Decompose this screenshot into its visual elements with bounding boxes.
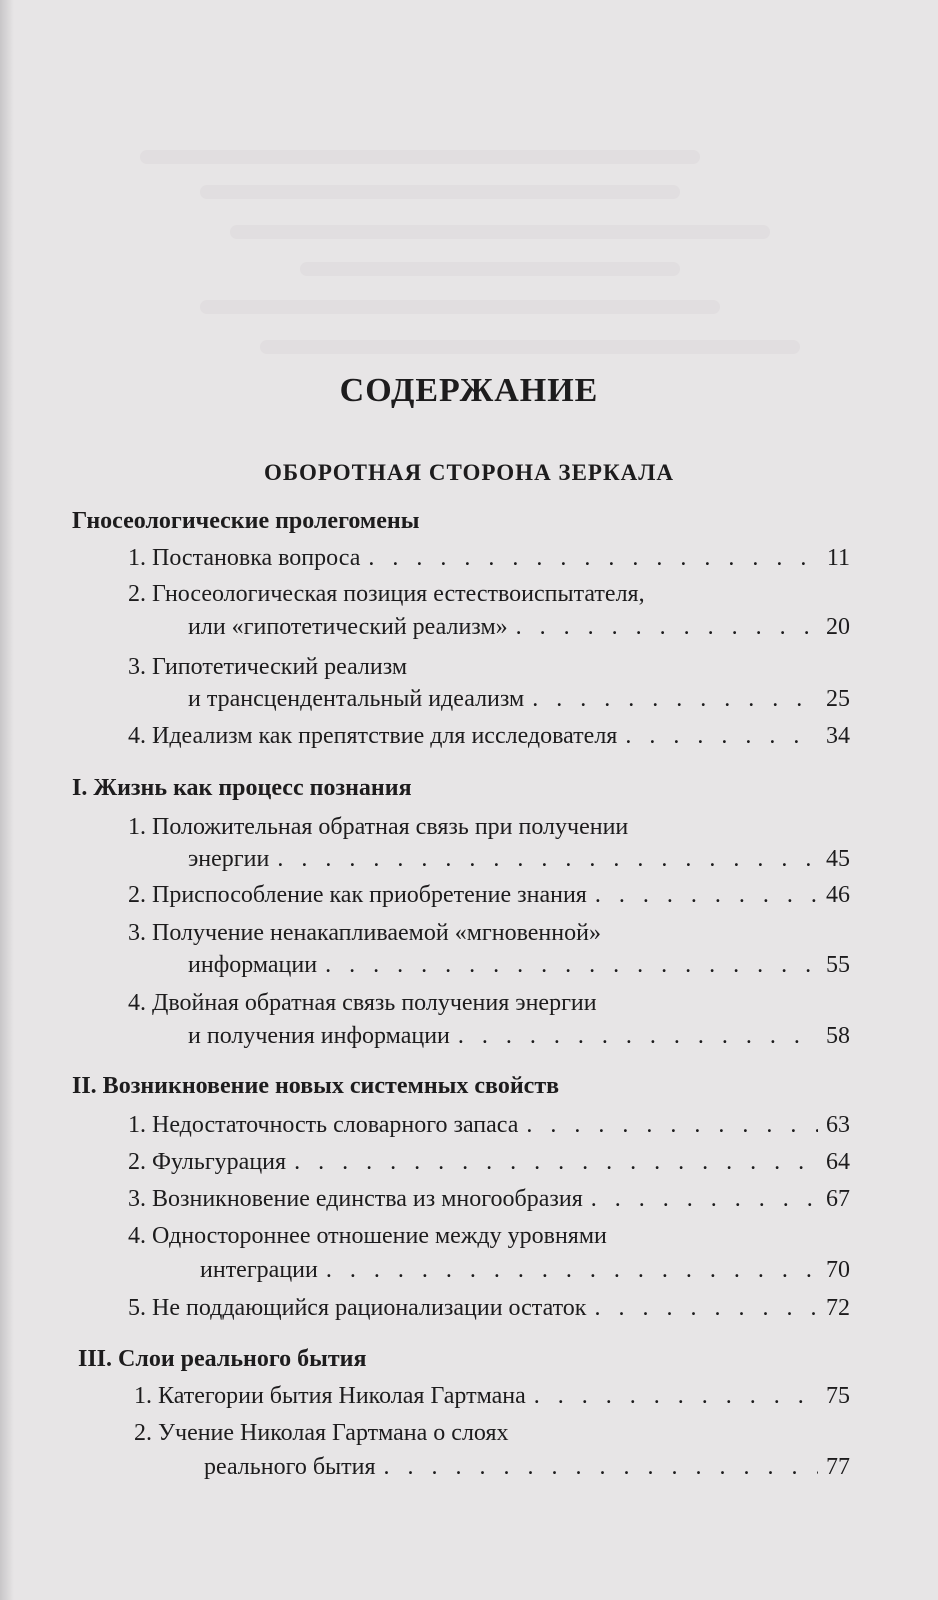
entry-title: 1. Положительная обратная связь при получении bbox=[128, 814, 629, 840]
entry-title: 4. Идеализм как препятствие для исследователя bbox=[128, 723, 618, 749]
toc-entry[interactable] bbox=[128, 880, 850, 910]
page-edge-shadow bbox=[0, 0, 14, 1600]
toc-title: СОДЕРЖАНИЕ bbox=[339, 372, 599, 409]
toc-entry[interactable] bbox=[188, 950, 850, 980]
entry-page-number: 45 bbox=[826, 846, 850, 872]
toc-entry[interactable] bbox=[128, 543, 850, 573]
entry-page-number: 46 bbox=[826, 882, 850, 908]
leader-dots bbox=[384, 1452, 818, 1482]
entry-page-number: 63 bbox=[826, 1112, 850, 1138]
entry-page-number: 20 bbox=[826, 614, 850, 640]
entry-page-number: 58 bbox=[826, 1023, 850, 1049]
leader-dots bbox=[458, 1021, 818, 1051]
entry-title-continued: энергии bbox=[188, 846, 270, 872]
entry-page-number: 55 bbox=[826, 952, 850, 978]
entry-page-number: 25 bbox=[826, 686, 850, 712]
entry-title-continued: или «гипотетический реализм» bbox=[188, 614, 508, 640]
toc-entry[interactable] bbox=[188, 612, 850, 642]
leader-dots bbox=[591, 1184, 818, 1214]
leader-dots bbox=[368, 543, 819, 573]
entry-page-number: 11 bbox=[826, 545, 850, 571]
toc-entry[interactable] bbox=[204, 1452, 850, 1482]
leader-dots bbox=[534, 1381, 818, 1411]
entry-title-continued: и получения информации bbox=[188, 1023, 450, 1049]
toc-entry[interactable] bbox=[200, 1255, 850, 1285]
leader-dots bbox=[532, 684, 818, 714]
leader-dots bbox=[294, 1147, 818, 1177]
section-heading-3: III. Слои реального бытия bbox=[78, 1346, 367, 1372]
toc-entry[interactable] bbox=[134, 1381, 850, 1411]
entry-page-number: 34 bbox=[826, 723, 850, 749]
entry-page-number: 70 bbox=[826, 1257, 850, 1283]
entry-title: 2. Фульгурация bbox=[128, 1149, 287, 1175]
entry-title: 3. Гипотетический реализм bbox=[128, 654, 408, 680]
section-heading-2: II. Возникновение новых системных свойств bbox=[72, 1073, 560, 1099]
toc-entry[interactable] bbox=[128, 1293, 850, 1323]
entry-title-continued: информации bbox=[188, 952, 318, 978]
toc-entry[interactable] bbox=[188, 684, 850, 714]
leader-dots bbox=[325, 950, 818, 980]
entry-title: 1. Постановка вопроса bbox=[128, 545, 361, 571]
leader-dots bbox=[625, 721, 818, 751]
entry-title: 3. Возникновение единства из многообразия bbox=[128, 1186, 583, 1212]
entry-title-continued: реального бытия bbox=[204, 1454, 376, 1480]
entry-page-number: 67 bbox=[826, 1186, 850, 1212]
leader-dots bbox=[277, 844, 818, 874]
leader-dots bbox=[326, 1255, 818, 1285]
section-heading-prolegomena: Гносеологические пролегомены bbox=[72, 508, 420, 534]
entry-title: 3. Получение ненакапливаемой «мгновенной» bbox=[128, 920, 601, 946]
entry-page-number: 64 bbox=[826, 1149, 850, 1175]
toc-entry[interactable] bbox=[188, 1021, 850, 1051]
entry-title: 4. Одностороннее отношение между уровнями bbox=[128, 1223, 607, 1249]
section-heading-1: I. Жизнь как процесс познания bbox=[72, 775, 412, 801]
entry-page-number: 75 bbox=[826, 1383, 850, 1409]
toc-entry[interactable] bbox=[128, 721, 850, 751]
entry-title: 1. Категории бытия Николая Гартмана bbox=[134, 1383, 526, 1409]
toc-entry[interactable] bbox=[128, 1184, 850, 1214]
entry-title-continued: и трансцендентальный идеализм bbox=[188, 686, 525, 712]
entry-page-number: 72 bbox=[826, 1295, 850, 1321]
entry-title: 4. Двойная обратная связь получения энергии bbox=[128, 990, 597, 1016]
entry-title: 5. Не поддающийся рационализации остаток bbox=[128, 1295, 587, 1321]
toc-entry[interactable] bbox=[188, 844, 850, 874]
leader-dots bbox=[526, 1110, 818, 1140]
toc-entry[interactable] bbox=[128, 1110, 850, 1140]
book-part-title: ОБОРОТНАЯ СТОРОНА ЗЕРКАЛА bbox=[264, 460, 674, 485]
entry-page-number: 77 bbox=[826, 1454, 850, 1480]
entry-title: 2. Гносеологическая позиция естествоиспытателя, bbox=[128, 581, 645, 607]
entry-title: 2. Приспособление как приобретение знания bbox=[128, 882, 587, 908]
leader-dots bbox=[516, 612, 818, 642]
toc-entry[interactable] bbox=[128, 1147, 850, 1177]
entry-title-continued: интеграции bbox=[200, 1257, 318, 1283]
leader-dots bbox=[594, 1293, 818, 1323]
bleed-through-text bbox=[0, 0, 938, 380]
entry-title: 1. Недостаточность словарного запаса bbox=[128, 1112, 519, 1138]
leader-dots bbox=[595, 880, 818, 910]
entry-title: 2. Учение Николая Гартмана о слоях bbox=[134, 1420, 509, 1446]
